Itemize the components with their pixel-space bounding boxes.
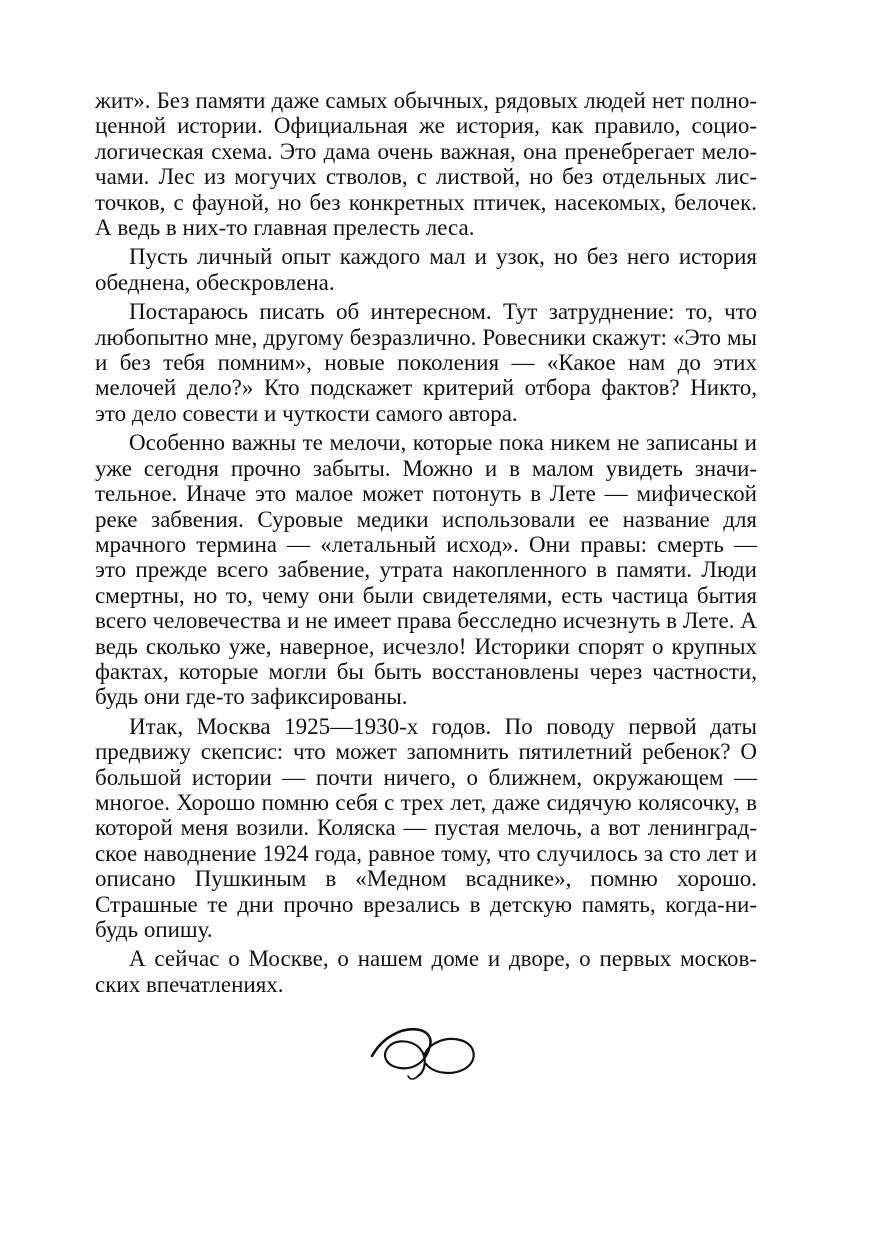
paragraph-4: Особенно важны те мелочи, которые пока никем не записаны и уже сегодня прочно забыты. Можно и в малом увидеть значительное. Иначе это малое может потонуть в Лете — мифической реке забвения. Суровые медики использовали ее название для мрачного термина — «летальный исход». Они правы: смерть — это прежде всего забвение, утрата накопленного в памяти. Люди смертны, но то, чему они были свидетелями, есть частица бытия всего человечества и не имеет права бесследно исчезнуть в Лете. А ведь сколько уже, наверное, исчезло! Историки спорят о крупных фактах, которые могли бы быть восстановлены через частности, будь они где-то зафиксированы. [95,430,757,710]
paragraph-1: жит». Без памяти даже самых обычных, рядовых людей нет полноценной истории. Официальная же история, как правило, социологическая схема. Это дама очень важная, она пренебрегает мелочами. Лес из могучих стволов, с листвой, но без отдельных листочков, с фауной, но без конкретных птичек, насекомых, белочек. А ведь в них-то главная прелесть леса. [95,88,757,241]
paragraph-3: Постараюсь писать об интересном. Тут затруднение: то, что любопытно мне, другому безразлично. Ровесники скажут: «Это мы и без тебя помним», новые поколения — «Какое нам до этих мелочей дело?» Кто подскажет критерий отбора фактов? Никто, это дело совести и чуткости самого автора. [95,299,757,426]
paragraph-5: Итак, Москва 1925—1930-х годов. По поводу первой даты предвижу скепсис: что может запомнить пятилетний ребенок? О большой истории — почти ничего, о ближнем, окружающем — многое. Хорошо помню себя с трех лет, даже сидячую колясочку, в которой меня возили. Коляска — пустая мелочь, а вот ленинградское наводнение 1924 года, равное тому, что случилось за сто лет и описано Пушкиным в «Медном всаднике», помню хорошо. Страшные те дни прочно врезались в детскую память, когда-нибудь опишу. [95,713,757,942]
flourish-ornament-icon [368,1018,484,1086]
page-body-text [95,88,757,1001]
paragraph-6: А сейчас о Москве, о нашем доме и дворе, о первых московских впечатлениях. [95,946,757,997]
paragraph-2: Пусть личный опыт каждого мал и узок, но без него история обеднена, обескровлена. [95,244,757,295]
